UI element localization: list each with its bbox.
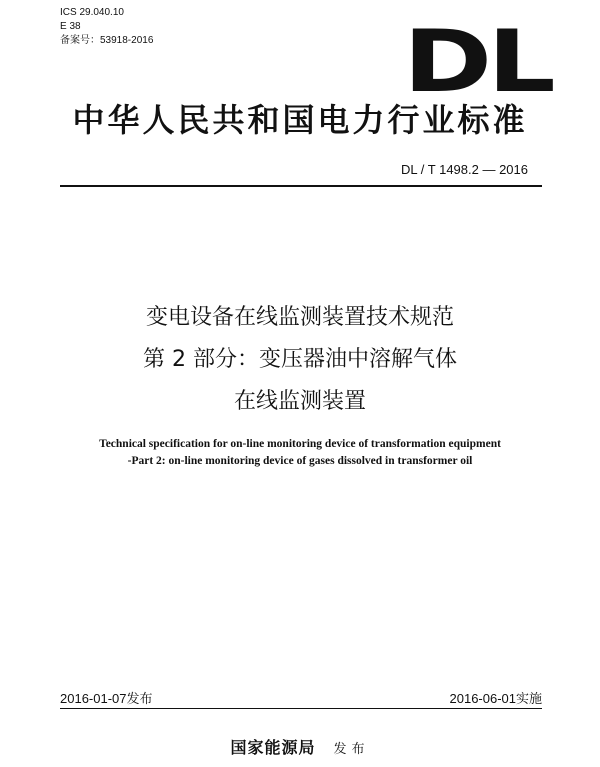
ics-code: ICS 29.040.10 — [60, 7, 124, 18]
issuer-action: 发布 — [333, 742, 370, 757]
issuer-org: 国家能源局 — [230, 738, 316, 757]
title-cn-line-1: 变电设备在线监测装置技术规范 — [145, 305, 454, 330]
class-code: E 38 — [60, 21, 81, 32]
title-cn-line-3: 在线监测装置 — [233, 389, 366, 414]
issuer — [0, 735, 600, 758]
title-cn-line-2: 第 2 部分：变压器油中溶解气体 — [143, 347, 457, 372]
footer-divider — [60, 708, 542, 709]
header-divider — [60, 185, 542, 187]
header-meta — [60, 6, 153, 48]
implement-date: 2016-06-01实施 — [449, 691, 542, 706]
record-number: 备案号：53918-2016 — [60, 35, 154, 46]
standard-category: 中华人民共和国电力行业标准 — [72, 101, 528, 139]
dl-logo: DL — [403, 12, 551, 112]
publish-date: 2016-01-07发布 — [60, 691, 153, 706]
standard-number: DL / T 1498.2 — 2016 — [401, 162, 528, 177]
title-en-line-2: -Part 2: on-line monitoring device of gases dissolved in transformer oil — [127, 455, 473, 467]
title-en-line-1: Technical specification for on-line monitoring device of transformation equipment — [99, 438, 501, 450]
